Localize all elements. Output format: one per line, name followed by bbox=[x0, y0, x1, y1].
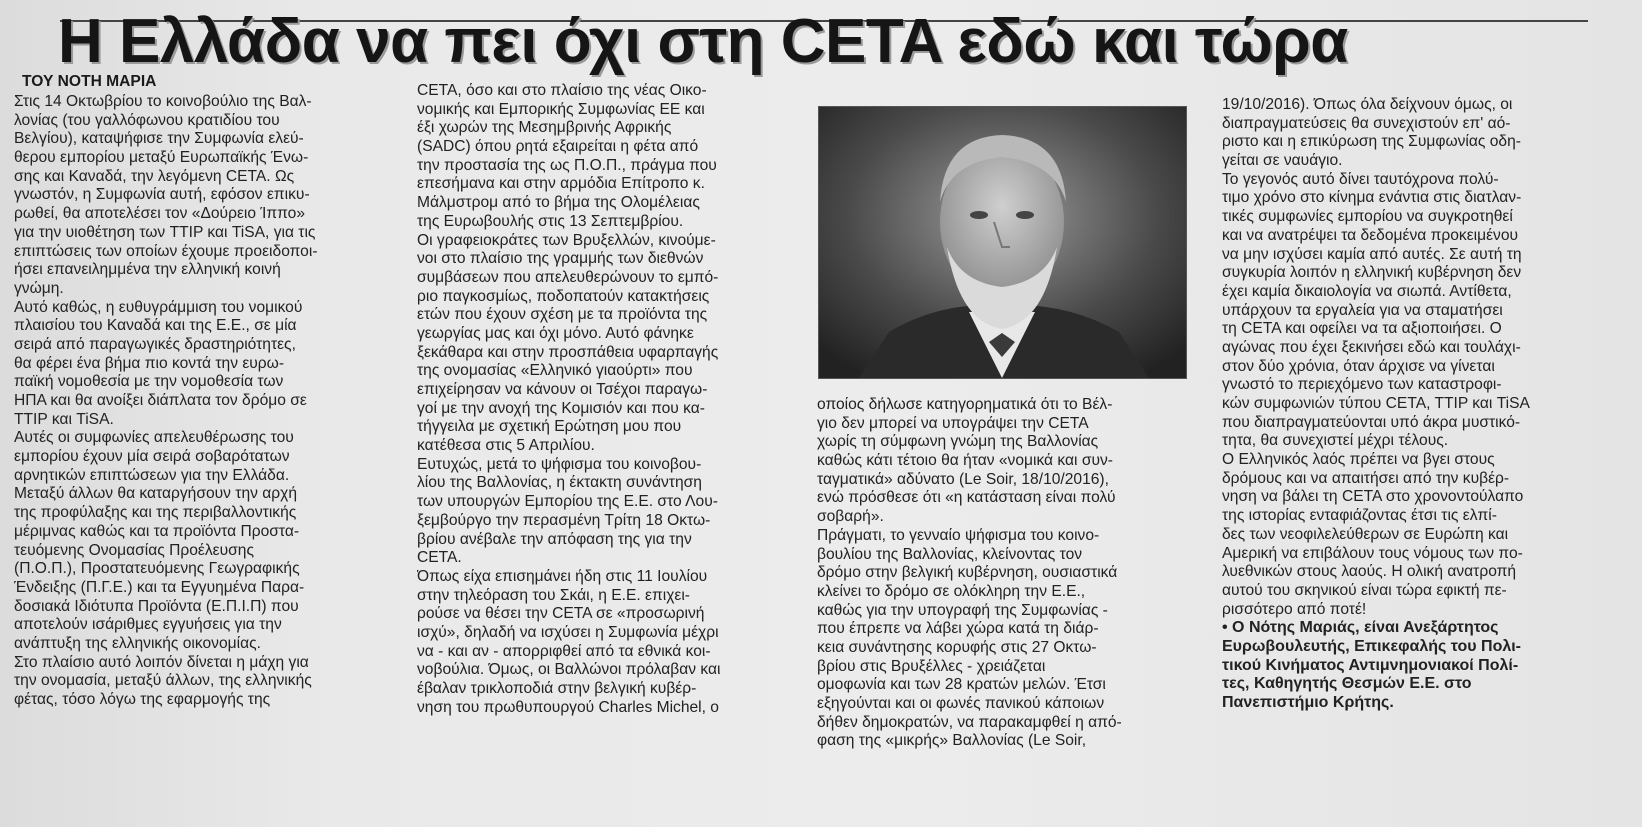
article-column-4 bbox=[1222, 96, 1588, 713]
article-text-line: Αμερική να επιβάλουν τους νόμους των πο- bbox=[1222, 544, 1523, 562]
article-text-line: Όπως είχα επισημάνει ήδη στις 11 Ιουλίου bbox=[417, 567, 708, 585]
article-text-line: ταγματικά» αδύνατο (Le Soir, 18/10/2016), bbox=[817, 470, 1109, 488]
article-text-line: Ο Ελληνικός λαός πρέπει να βγει στους bbox=[1222, 451, 1495, 469]
article-text-line: της ιστορίας ενταφιάζοντας έτσι τις ελπί- bbox=[1222, 507, 1497, 525]
article-text-line: σοβαρή». bbox=[817, 508, 884, 526]
headline: Η Ελλάδα να πει όχι στη CETA εδώ και τώρα bbox=[58, 7, 1348, 76]
article-text-line: CETA. bbox=[417, 549, 462, 567]
article-text-line: φέτας, τόσο λόγω της εφαρμογής της bbox=[14, 691, 271, 708]
article-text-line: TTIP και TiSA. bbox=[14, 410, 114, 428]
article-text-line: τιμο χρόνο στο κίνημα ενάντια στις διατλαν- bbox=[1222, 189, 1522, 207]
article-column-1 bbox=[14, 93, 376, 710]
article-text-line: τητα, θα συνεχιστεί μέχρι τέλους. bbox=[1222, 432, 1449, 450]
article-text-line: για την υιοθέτηση των TTIP και TiSA, για τις bbox=[14, 223, 316, 241]
article-text-line: (Π.Ο.Π.), Προστατευόμενης Γεωγραφικής bbox=[14, 560, 300, 578]
article-text-line: την ονομασία, μεταξύ άλλων, της ελληνικής bbox=[14, 672, 312, 690]
article-text-line: δοσιακά Ιδιότυπα Προϊόντα (Ε.Π.Ι.Π) που bbox=[14, 597, 299, 615]
article-text-line: γνώμη. bbox=[14, 279, 64, 297]
article-text-line: λονίας (του γαλλόφωνου κρατιδίου του bbox=[14, 111, 280, 129]
article-text-line: ετών που έχουν σχέση με τα προϊόντα της bbox=[417, 306, 708, 324]
author-bio-line: • Ο Νότης Μαριάς, είναι Ανεξάρτητος bbox=[1222, 619, 1499, 637]
author-bio-line: τικού Κινήματος Αντιμνημονιακοί Πολί- bbox=[1222, 656, 1519, 674]
article-text-line: εξηγούνται και οι φωνές πανικού κάποιων bbox=[817, 695, 1105, 712]
article-text-line: ενώ πρόσθεσε ότι «η κατάσταση είναι πολύ bbox=[817, 489, 1116, 507]
article-text-line: στον δύο χρόνια, όταν άρχισε να γίνεται bbox=[1222, 357, 1495, 375]
article-text-line: ρούσε να θέσει την CETA σε «προσωρινή bbox=[417, 605, 705, 623]
article-text-line: ρισσότερο από ποτέ! bbox=[1222, 600, 1367, 618]
article-text-line: ανάπτυξη της ελληνικής οικονομίας. bbox=[14, 634, 261, 652]
article-text-line: Στις 14 Οκτωβρίου το κοινοβούλιο της Βαλ- bbox=[14, 93, 312, 110]
article-text-line: θερου εμπορίου μεταξύ Ευρωπαϊκής Ένω- bbox=[14, 149, 309, 167]
author-photo bbox=[818, 106, 1187, 379]
article-text-line: πλαισίου του Καναδά και της Ε.Ε., σε μία bbox=[14, 317, 297, 335]
article-text-line: νηση του πρωθυπουργού Charles Michel, ο bbox=[417, 698, 719, 716]
article-text-line: κεια συνάντησης κορυφής στις 27 Οκτω- bbox=[817, 638, 1097, 656]
article-text-line: (SADC) όπου ρητά εξαιρείται η φέτα από bbox=[417, 138, 699, 156]
author-bio-line: Πανεπιστήμιο Κρήτης. bbox=[1222, 694, 1394, 711]
article-text-line: δες των νεοφιλελεύθερων σε Ευρώπη και bbox=[1222, 525, 1509, 543]
article-text-line: αυτού του σκηνικού είναι τώρα εφικτή πε- bbox=[1222, 581, 1507, 599]
article-text-line: καθώς για την υπογραφή της Συμφωνίας - bbox=[817, 601, 1108, 619]
article-text-line: Πράγματι, το γενναίο ψήφισμα του κοινο- bbox=[817, 526, 1100, 544]
article-text-line: καθώς κάτι τέτοιο θα ήταν «νομικά και συν- bbox=[817, 452, 1113, 470]
article-text-line: την προστασία της ως Π.Ο.Π., πράγμα που bbox=[417, 156, 717, 174]
article-text-line: επιχείρησαν να κάνουν οι Τσέχοι παραγω- bbox=[417, 381, 708, 398]
article-text-line: δρόμους και να απαιτήσει από την κυβέρ- bbox=[1222, 469, 1510, 487]
article-text-line: Βελγίου), καταψήφισε την Συμφωνία ελεύ- bbox=[14, 130, 304, 148]
article-text-line: Οι γραφειοκράτες των Βρυξελλών, κινούμε- bbox=[417, 231, 716, 249]
article-text-line: που έπρεπε να λάβει χώρα κατά τη διάρ- bbox=[817, 620, 1099, 638]
article-text-line: γνωστόν, η Συμφωνία αυτή, εφόσον επικυ- bbox=[14, 186, 310, 204]
article-text-line: μέριμνας καθώς και τα προϊόντα Προστα- bbox=[14, 522, 300, 540]
article-text-line: Αυτό καθώς, η ευθυγράμμιση του νομικού bbox=[14, 298, 303, 316]
article-text-line: δρόμο στην βελγική κυβέρνηση, ουσιαστικά bbox=[817, 564, 1118, 582]
article-text-line: κατέθεσα στις 5 Απριλίου. bbox=[417, 437, 595, 455]
article-column-2 bbox=[417, 82, 779, 717]
article-text-line: λυεθνικών στους λαούς. Η ολική ανατροπή bbox=[1222, 563, 1517, 581]
article-text-line: ξεκάθαρα και στην προσπάθεια υφαρπαγής bbox=[417, 343, 719, 361]
article-text-line: και να ανατρέψει τα δεδομένα προκειμένου bbox=[1222, 226, 1519, 244]
article-text-line: χωρίς τη σύμφωνη γνώμη της Βαλλονίας bbox=[817, 433, 1099, 451]
article-text-line: κλείνει το δρόμο σε ολόκληρη την Ε.Ε., bbox=[817, 582, 1086, 600]
article-text-line: βρίου στις Βρυξέλλες - χρειάζεται bbox=[817, 657, 1046, 675]
article-text-line: γοί με την ανοχή της Κομισιόν και που κα- bbox=[417, 399, 705, 417]
author-bio-line: Ευρωβουλευτής, Επικεφαλής του Πολι- bbox=[1222, 637, 1522, 655]
article-text-line: ριο παγκοσμίως, ποδοπατούν κατακτήσεις bbox=[417, 287, 710, 305]
article-text-line: της προφύλαξης και της περιβαλλοντικής bbox=[14, 504, 297, 522]
article-text-line: έβαλαν τρικλοποδιά στην βελγική κυβέρ- bbox=[417, 680, 697, 697]
article-text-line: έχει καμία δικαιολογία να σιωπά. Αντίθετα, bbox=[1222, 282, 1512, 300]
article-text-line: τευόμενης Ονομασίας Προέλευσης bbox=[14, 541, 254, 559]
article-text-line: Ευτυχώς, μετά το ψήφισμα του κοινοβου- bbox=[417, 455, 702, 473]
article-text-line: υπάρχουν τα εργαλεία για να σταματήσει bbox=[1222, 301, 1503, 319]
article-text-line: ήσει επανειλημμένα την ελληνική κοινή bbox=[14, 261, 281, 279]
article-text-line: σης και Καναδά, την λεγόμενη CETA. Ως bbox=[14, 167, 295, 185]
article-text-line: σειρά από παραγωγικές δραστηριότητες, bbox=[14, 335, 296, 353]
article-text-line: Στο πλαίσιο αυτό λοιπόν δίνεται η μάχη για bbox=[14, 653, 309, 671]
article-text-line: ομοφωνία και των 28 κρατών μελών. Έτσι bbox=[817, 676, 1106, 694]
article-text-line: γεωργίας μας και όχι μόνο. Αυτό φάνηκε bbox=[417, 324, 694, 342]
article-text-line: διαπραγματεύσεις θα συνεχιστούν επ' αό- bbox=[1222, 114, 1511, 132]
article-text-line: τη CETA και οφείλει να τα αξιοποιήσει. Ο bbox=[1222, 320, 1502, 338]
article-text-line: γνωστό το περιεχόμενο των καταστροφι- bbox=[1222, 376, 1502, 394]
article-text-line: στην τηλεόραση του Σκάι, η Ε.Ε. επιχει- bbox=[417, 586, 690, 604]
byline: ΤΟΥ ΝΟΤΗ ΜΑΡΙΑ bbox=[22, 73, 157, 90]
article-text-line: ριστο και η επικύρωση της Συμφωνίας οδη- bbox=[1222, 133, 1521, 151]
article-text-line: ισχύ», δηλαδή να ισχύσει η Συμφωνία μέχρι bbox=[417, 623, 719, 641]
article-text-line: βουλίου της Βαλλονίας, κλείνοντας τον bbox=[817, 545, 1083, 563]
article-text-line: έξι χωρών της Μεσημβρινής Αφρικής bbox=[417, 119, 672, 137]
article-text-line: των υπουργών Εμπορίου της Ε.Ε. στο Λου- bbox=[417, 493, 718, 511]
article-text-line: επεσήμανα και στην αρμόδια Επίτροπο κ. bbox=[417, 175, 705, 193]
article-text-line: εμπορίου έχουν μία σειρά σοβαρότατων bbox=[14, 448, 290, 466]
article-text-line: νομικής και Εμπορικής Συμφωνίας ΕΕ και bbox=[417, 100, 705, 118]
article-text-line: CETA, όσο και στο πλαίσιο της νέας Οικο- bbox=[417, 82, 707, 99]
article-text-line: αρνητικών επιπτώσεων για την Ελλάδα. bbox=[14, 466, 290, 484]
article-text-line: Το γεγονός αυτό δίνει ταυτόχρονα πολύ- bbox=[1222, 170, 1499, 188]
article-text-line: συγκυρία λοιπόν η ελληνική κυβέρνηση δεν bbox=[1222, 264, 1522, 282]
article-text-line: φαση της «μικρής» Βαλλονίας (Le Soir, bbox=[817, 732, 1087, 750]
article-text-line: Μεταξύ άλλων θα καταργήσουν την αρχή bbox=[14, 485, 298, 503]
article-text-line: Μάλμστρομ από το βήμα της Ολομέλειας bbox=[417, 194, 700, 212]
article-text-line: παϊκή νομοθεσία με την νομοθεσία των bbox=[14, 373, 284, 391]
article-text-line: λίου της Βαλλονίας, η έκτακτη συνάντηση bbox=[417, 474, 702, 492]
article-text-line: βρίου ανέβαλε την απόφαση της για την bbox=[417, 530, 692, 548]
article-text-line: τήγγειλα με σχετική Ερώτηση μου που bbox=[417, 418, 682, 436]
article-text-line: γείται σε ναυάγιο. bbox=[1222, 152, 1343, 170]
article-text-line: που διαπραγματεύονται υπό άκρα μυστικό- bbox=[1222, 413, 1521, 431]
article-text-line: κών συμφωνιών τύπου CETA, TTIP και TiSA bbox=[1222, 395, 1530, 412]
article-text-line: ρωθεί, θα αποτελέσει τον «Δούρειο Ίππο» bbox=[14, 205, 306, 223]
article-text-line: ξεμβούργο την περασμένη Τρίτη 18 Οκτω- bbox=[417, 511, 711, 529]
article-text-line: γιο δεν μπορεί να υπογράψει την CETA bbox=[817, 414, 1089, 432]
article-text-line: ΗΠΑ και θα ανοίξει διάπλατα τον δρόμο σε bbox=[14, 392, 307, 409]
article-text-line: νηση να βάλει τη CETA στο χρονοντούλαπο bbox=[1222, 488, 1524, 506]
article-text-line: επιπτώσεις των οποίων έχουμε προειδοποι- bbox=[14, 242, 318, 260]
article-text-line: νοι στο πλαίσιο της γραμμής των διεθνών bbox=[417, 250, 704, 268]
article-text-line: συμβάσεων που απελευθερώνουν το εμπό- bbox=[417, 268, 719, 286]
article-text-line: να μην ισχύσει καμία από αυτές. Σε αυτή τη bbox=[1222, 245, 1522, 263]
article-text-line: αποτελούν ισάριθμες εγγυήσεις για την bbox=[14, 616, 282, 634]
article-text-line: οποίος δήλωσε κατηγορηματικά ότι το Βέλ- bbox=[817, 396, 1113, 413]
article-text-line: να - και αν - απορριφθεί από τα εθνικά κοι- bbox=[417, 642, 711, 660]
article-text-line: Αυτές οι συμφωνίες απελευθέρωσης του bbox=[14, 429, 294, 447]
article-column-3 bbox=[817, 396, 1187, 751]
article-text-line: δήθεν δημοκρατών, να παρακαμφθεί η από- bbox=[817, 713, 1122, 731]
article-text-line: 19/10/2016). Όπως όλα δείχνουν όμως, οι bbox=[1222, 96, 1513, 113]
article-text-line: αγώνας που έχει ξεκινήσει εδώ και τουλάχι- bbox=[1222, 338, 1521, 356]
article-text-line: θα φέρει ένα βήμα πιο κοντά την ευρω- bbox=[14, 354, 285, 372]
author-bio-line: τες, Καθηγητής Θεσμών Ε.Ε. στο bbox=[1222, 675, 1472, 693]
article-text-line: Ένδειξης (Π.Γ.Ε.) και τα Εγγυημένα Παρα- bbox=[14, 578, 305, 596]
article-text-line: της Ευρωβουλής στις 13 Σεπτεμβρίου. bbox=[417, 212, 684, 230]
article-text-line: της ονομασίας «Ελληνικό γιαούρτι» που bbox=[417, 362, 693, 380]
article-text-line: τικές συμφωνίες εμπορίου να συγκροτηθεί bbox=[1222, 208, 1513, 226]
article-text-line: νοβούλια. Όμως, οι Βαλλώνοι πρόλαβαν και bbox=[417, 661, 721, 679]
author-portrait-image bbox=[819, 107, 1186, 378]
